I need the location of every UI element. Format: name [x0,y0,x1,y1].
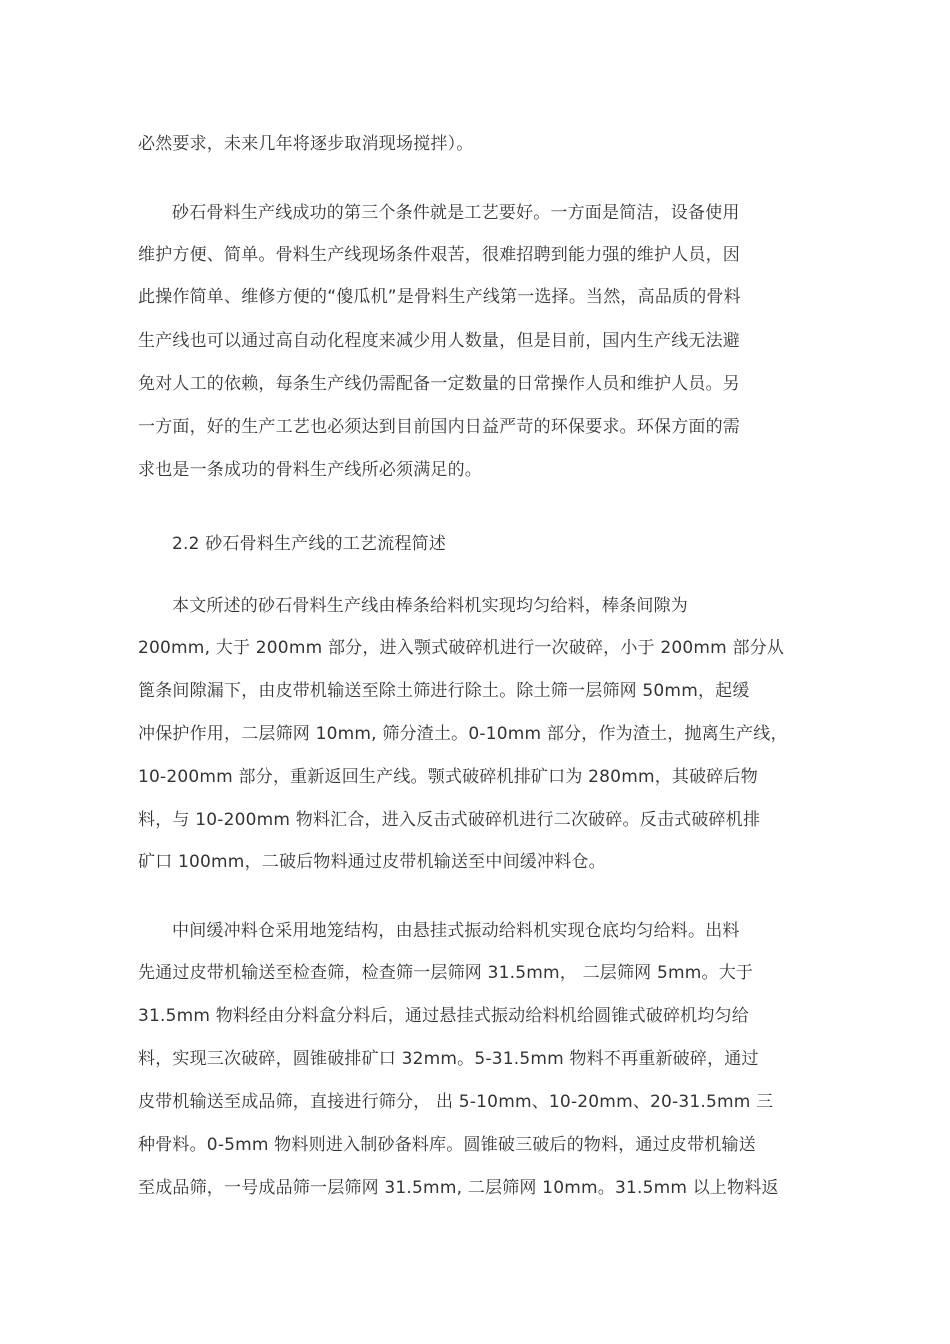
paragraph-line: 生产线也可以通过高自动化程度来减少用人数量，但是目前，国内生产线无法避 [138,331,740,351]
paragraph-line: 一方面，好的生产工艺也必须达到目前国内日益严苛的环保要求。环保方面的需 [138,417,740,437]
paragraph-line: 求也是一条成功的骨料生产线所必须满足的。 [138,460,482,480]
paragraph-line: 免对人工的依赖，每条生产线仍需配备一定数量的日常操作人员和维护人员。另 [138,374,740,394]
paragraph-line: 料，实现三次破碎，圆锥破排矿口 32mm。5-31.5mm 物料不再重新破碎，通过 [138,1049,759,1069]
paragraph-line: 皮带机输送至成品筛，直接进行筛分， 出 5-10mm、10-20mm、20-31.5mm 三 [138,1092,774,1112]
paragraph-line: 先通过皮带机输送至检查筛，检查筛一层筛网 31.5mm， 二层筛网 5mm。大于 [138,963,754,983]
paragraph-line: 此操作简单、维修方便的“傻瓜机”是骨料生产线第一选择。当然，高品质的骨料 [138,287,741,307]
paragraph-line: 10-200mm 部分，重新返回生产线。颚式破碎机排矿口为 280mm，其破碎后物 [138,767,758,787]
paragraph-line: 中间缓冲料仓采用地笼结构，由悬挂式振动给料机实现仓底均匀给料。出料 [172,921,740,941]
paragraph-line: 砂石骨料生产线成功的第三个条件就是工艺要好。一方面是简洁，设备使用 [172,203,740,223]
paragraph-line: 矿口 100mm，二破后物料通过皮带机输送至中间缓冲料仓。 [138,852,606,872]
paragraph-line: 本文所述的砂石骨料生产线由棒条给料机实现均匀给料，棒条间隙为 [172,596,688,616]
paragraph-line: 维护方便、简单。骨料生产线现场条件艰苦，很难招聘到能力强的维护人员，因 [138,245,740,265]
paragraph-line: 31.5mm 物料经由分料盒分料后，通过悬挂式振动给料机给圆锥式破碎机均匀给 [138,1006,749,1026]
fragment-line: 必然要求，未来几年将逐步取消现场搅拌）。 [138,134,474,154]
paragraph-line: 篦条间隙漏下，由皮带机输送至除土筛进行除土。除土筛一层筛网 50mm，起缓 [138,681,750,701]
paragraph-line: 200mm, 大于 200mm 部分，进入颚式破碎机进行一次破碎，小于 200mm 部分从 [138,638,785,658]
paragraph-line: 料，与 10-200mm 物料汇合，进入反击式破碎机进行二次破碎。反击式破碎机排 [138,810,761,830]
paragraph-line: 至成品筛，一号成品筛一层筛网 31.5mm, 二层筛网 10mm。31.5mm 以上物料返 [138,1178,779,1198]
paragraph-line: 种骨料。0-5mm 物料则进入制砂备料库。圆锥破三破后的物料，通过皮带机输送 [138,1135,756,1155]
paragraph-line: 冲保护作用，二层筛网 10mm, 筛分渣土。0-10mm 部分，作为渣土，抛离生产线， [138,724,788,744]
section-heading: 2.2 砂石骨料生产线的工艺流程简述 [172,534,447,554]
